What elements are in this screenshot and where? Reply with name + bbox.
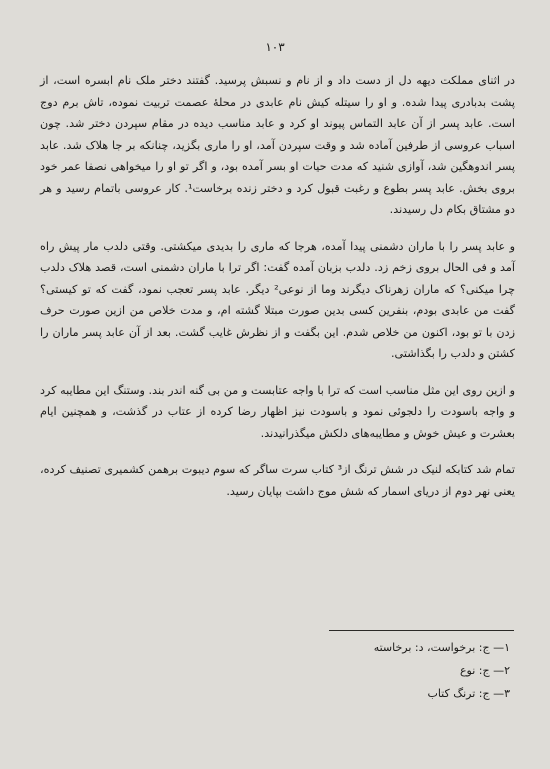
paragraph-2: و عابد پسر را با ماران دشمنی پیدا آمده، هرجا که ماری را بدیدی میکشتی. وقتی دلدب مار پیش راه آمد و فی الحال بروی زخم زد. دلدب بزبان آمده گفت: اگر ترا با ماران دشمنی است، قصد هلاک دلدب چرا میکنی؟ که ماران زهرناک دیگرند وما از نوعی² دیگر. عابد پسر تعجب نمود، گفت که تو کیستی؟ گفت من عابدی بودم، بنفرین کسی بدین صورت مبتلا گشته ام، و مدت خلاص من ازین صورت حرف زدن با تو بود، اکنون من خلاص شدم. این بگفت و از نظرش غایب گشت. بعد از آن عابد پسر ماران را کشتن و دلدب را بگذاشتی. [40, 239, 515, 360]
footnote-divider [329, 630, 514, 631]
paragraph-1: در اثنای مملکت دیهه دل از دست داد و از نام و نسبش پرسید. گفتند دختر ملک نام ابسره است، از پشت بدبادری پیدا شده. و او را سیتله کیش نام عابدی در محله‌ٔ عصمت تربیت نموده، تاش برم دوج است. عابد پسر از آن عابد التماس پیوند او کرد و عابد مناسب دیده در مقام سپردن دختر شد. چون اسباب عروسی از طرفین آماده شد و وقت سپردن آمد، او را ماری بگزید، چنانکه بر جا هلاک شد. عابد پسر اندوهگین شد، آوازی شنید که مدت حیات او بسر آمده بود، و اگر تو او را میخواهی نصفا عمر خود بروی بخش. عابد پسر بطوع و رغبت قبول کرد و دختر زنده برخاست¹. کار عروسی باتمام رسید و هر دو مشتاق بکام دل رسیدند. [40, 74, 516, 216]
footnote-1: ۱— ج: برخواست، د: برخاسته [373, 641, 510, 654]
paragraph-4: تمام شد کتابکه لنیک در شش ترنگ از³ کتاب سرت ساگر که سوم دیبوت برهمن کشمیری تصنیف کرده، یعنی نهر دوم از دریای اسمار که شش موج داشت بپایان رسید. [40, 463, 516, 498]
footnote-2: ۲— ج: نوع [459, 664, 510, 677]
footnotes [210, 636, 510, 705]
footnote-3: ۳— ج: ترنگ کتاب [427, 687, 510, 700]
paragraph-3: و ازین روی این مثل مناسب است که ترا با واجه عتابست و من بی گنه اندر بند. وستنگ این مطایبه کرد و واجه باسودت را دلجوئی نمود و باسودت نیز اظهار رضا کرده از عتاب در گذشت، و همچنین ایام بعشرت و عیش خوش و مطایبه‌های دلکش میگذرانیدند. [40, 383, 515, 440]
body-text [40, 70, 515, 517]
page-number: ۱۰۳ [265, 40, 285, 54]
